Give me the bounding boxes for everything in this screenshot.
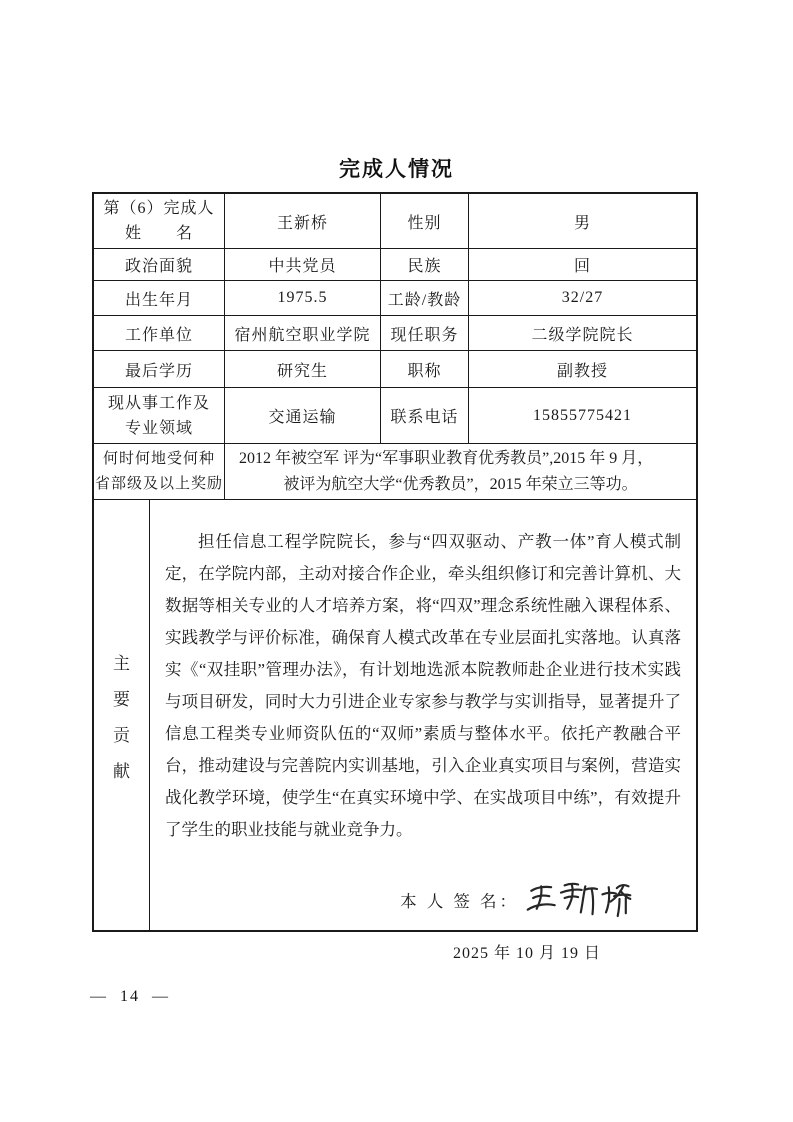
value-political-status: 中共党员 [224,249,380,280]
value-name: 王新桥 [224,194,380,248]
label-main-contribution [94,500,149,930]
label-ethnicity: 民族 [380,249,468,280]
row-name-gender [94,194,696,248]
value-ethnicity: 回 [468,249,696,280]
label-work-field [94,388,224,443]
value-work-field: 交通运输 [224,388,380,443]
label-current-position: 现任职务 [380,316,468,350]
row-education-title [94,350,696,387]
label-birth-date: 出生年月 [124,291,193,309]
signature-block [165,880,681,920]
completer-info-table [92,192,698,962]
page-title: 完成人情况 [339,158,454,181]
value-phone: 15855775421 [468,388,696,443]
vertical-label-char: 献 [113,761,130,781]
value-seniority: 32/27 [468,281,696,315]
label-work-unit: 工作单位 [124,326,193,344]
label-line: 第（6）完成人 [103,200,215,217]
label-awards [94,444,224,499]
label-seniority: 工龄/教龄 [380,281,468,315]
label-line: 省部级及以上奖励 [94,475,223,492]
page-number: — 14 — [90,988,170,1005]
value-awards [224,444,696,499]
value-professional-title: 副教授 [468,351,696,387]
label-line: 专业领域 [124,419,193,437]
award-text-line: 2012 年被空军 评为“军事职业教育优秀教员”,2015 年 9 月， [239,449,654,467]
label-completer-name [94,194,224,248]
value-gender: 男 [468,194,696,248]
row-politics-ethnicity [94,248,696,280]
vertical-label-char: 主 [113,653,130,673]
signature-handwriting [525,876,633,920]
label-line: 现从事工作及 [107,394,210,412]
row-workunit-position [94,315,696,350]
row-awards [94,443,696,499]
label-phone: 联系电话 [380,388,468,443]
vertical-label-char: 贡 [113,725,130,745]
vertical-label-char: 要 [113,689,130,709]
value-current-position: 二级学院院长 [468,316,696,350]
signature-date: 2025 年 10 月 19 日 [452,945,601,962]
contribution-content [149,500,696,962]
value-birth-date: 1975.5 [224,281,380,315]
row-contribution [94,499,696,962]
value-work-unit: 宿州航空职业学院 [224,316,380,350]
label-professional-title: 职称 [380,351,468,387]
label-line: 姓 名 [124,225,193,242]
label-political-status: 政治面貌 [124,258,193,275]
row-field-phone [94,387,696,443]
label-gender: 性别 [380,194,468,248]
value-education: 研究生 [224,351,380,387]
contribution-paragraph: 担任信息工程学院院长，参与“四双驱动、产教一体”育人模式制定，在学院内部，主动对接合作企业，牵头组织修订和完善计算机、大数据等相关专业的人才培养方案，将“四双”理念系统性融入课程体系、实践教学与评价标准，确保育人模式改革在专业层面扎实落地。认真落实《“双挂职”管理办法》，有计划地选派本院教师赴企业进行技术实践与项目研发，同时大力引进企业专家参与教学与实训指导，显著提升了信息工程类专业师资队伍的“双师”素质与整体水平。依托产教融合平台，推动建设与完善院内实训基地，引入企业真实项目与案例，营造实战化教学环境，使学生“在真实环境中学、在实战项目中练”，有效提升了学生的职业技能与就业竞争力。 [165,532,681,839]
award-text-line: 被评为航空大学“优秀教员”，2015 年荣立三等功。 [283,475,638,493]
label-line: 何时何地受何种 [102,450,215,467]
signature-label: 本 人 签 名： [400,892,519,911]
row-birth-seniority [94,280,696,315]
label-education: 最后学历 [124,362,193,380]
